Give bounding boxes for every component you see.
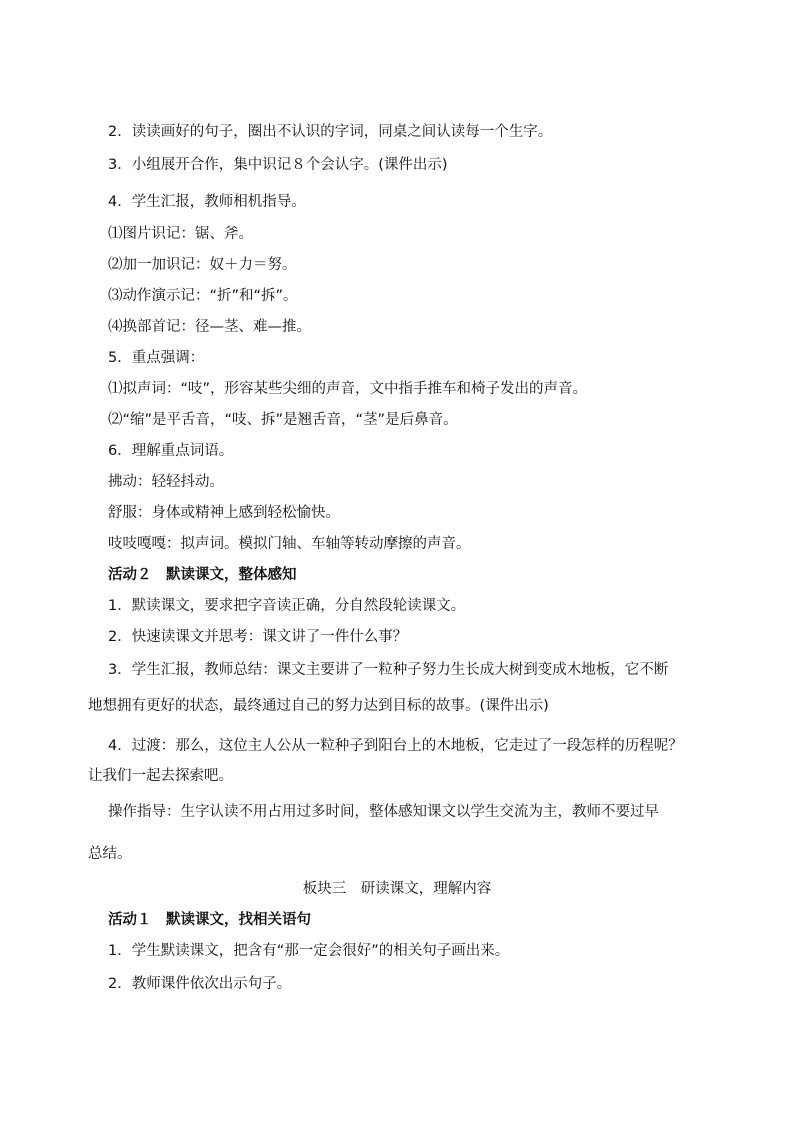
guidance-line: 总结。: [88, 846, 132, 862]
text-line: 2．教师课件依次出示句子。: [108, 976, 292, 992]
text-line: ⑴图片识记：锯、斧。: [108, 226, 253, 242]
text-line: 2．读读画好的句子，圈出不认识的字词，同桌之间认读每一个生字。: [108, 124, 553, 140]
text-line: 1．学生默读课文，把含有“那一定会很好”的相关句子画出来。: [108, 943, 510, 959]
text-line: 地想拥有更好的状态，最终通过自己的努力达到目标的故事。(课件出示): [88, 698, 549, 714]
section-title: 板块三 研读课文，理解内容: [302, 881, 492, 897]
text-line: ⑵加一加识记：奴＋力＝努。: [108, 257, 297, 273]
activity-heading: 活动２ 默读课文，整体感知: [108, 567, 297, 583]
text-line: 3．小组展开合作，集中识记８个会认字。(课件出示): [108, 157, 448, 173]
text-line: 4．过渡：那么，这位主人公从一粒种子到阳台上的木地板，它走过了一段怎样的历程呢？: [108, 738, 683, 754]
text-line: ⑵“缩”是平舌音，“吱、拆”是翘舌音，“茎”是后鼻音。: [108, 412, 458, 428]
text-line: 拂动：轻轻抖动。: [108, 474, 224, 490]
text-line: ⑷换部首记：径—茎、难—推。: [108, 319, 311, 335]
text-line: 舒服：身体或精神上感到轻松愉快。: [108, 505, 340, 521]
text-line: 让我们一起去探索吧。: [88, 768, 233, 784]
activity-heading: 活动１ 默读课文，找相关语句: [108, 912, 311, 928]
text-line: 吱吱嘎嘎：拟声词。模拟门轴、车轴等转动摩擦的声音。: [108, 536, 471, 552]
guidance-line: 操作指导：生字认读不用占用过多时间，整体感知课文以学生交流为主，教师不要过早: [108, 804, 659, 820]
text-line: 3．学生汇报，教师总结：课文主要讲了一粒种子努力生长成大树到变成木地板，它不断: [108, 662, 669, 678]
text-line: ⑴拟声词：“吱”，形容某些尖细的声音，文中指手推车和椅子发出的声音。: [108, 381, 588, 397]
text-line: 4．学生汇报，教师相机指导。: [108, 194, 306, 210]
text-line: 2．快速读课文并思考：课文讲了一件什么事？: [108, 629, 408, 645]
text-line: 5．重点强调：: [108, 350, 205, 366]
text-line: ⑶动作演示记：“折”和“拆”。: [108, 288, 298, 304]
text-line: 1．默读课文，要求把字音读正确，分自然段轮读课文。: [108, 598, 466, 614]
text-line: 6．理解重点词语。: [108, 443, 234, 459]
